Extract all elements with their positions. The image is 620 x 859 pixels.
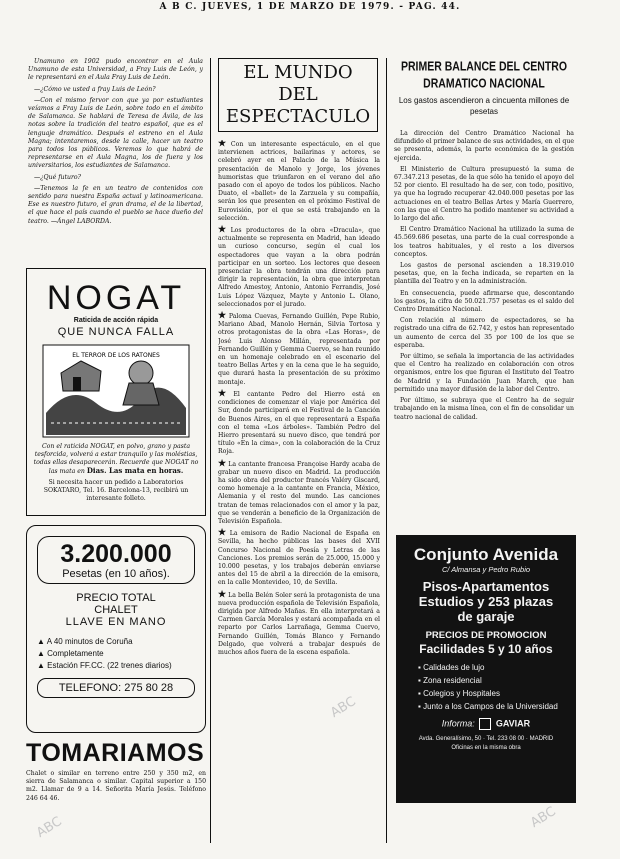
avenida-line-2: Estudios y 253 plazas	[418, 594, 554, 609]
news-item-1-text: Con un interesante espectáculo, en el que intervienen actrices, bailarinas y actores, se celebró ayer en el Palacio de la Música la presentación de Manolo y Jorge, los jóvenes humoristas que triunfaron en el verano del año pasado con el apoyo de todos los públicos. Nacho Duato, el «ballet» de la Zarzuela y su compañía, serán los que presenten en el próximo Festival de Eurovisión, por el que se está trabajando en la selección.	[218, 141, 380, 222]
avenida-subtitle: C/ Almansa y Pedro Rubio	[441, 565, 531, 574]
chalet-bullet-2	[37, 648, 205, 660]
avenida-feature-1	[418, 661, 576, 674]
news-item-3-text: Paloma Cuevas, Fernando Guillén, Pepe Rubio, Mariano Abad, Manolo Hernán, Silvia Tortosa y otros protagonistas de la obra «Las Horas», de José Luis Alonso Millán, representada por Fernando Guillén y Gemma Cuervo, se han reunido en un homenaje celebrado en el escenario del teatro Bellas Artes y en la cena que le ha seguido, que durará hasta la presentación de su próximo montaje.	[218, 313, 380, 386]
chalet-bullet-1	[37, 636, 205, 648]
star-icon: ★	[218, 458, 227, 469]
avenida-info-label: Informa:	[441, 718, 475, 729]
article-paragraph-5: En consecuencia, puede afirmarse que, descontando los gastos, la cifra de 50.021.757 pesetas es el saldo del Centro Dramático Nacional.	[394, 289, 574, 314]
page-header: A B C. JUEVES, 1 DE MARZO DE 1979. - PAG. 44.	[159, 2, 461, 12]
abc-watermark: ABC	[328, 694, 359, 721]
news-item-1	[218, 140, 380, 223]
nogat-tagline-1: Raticida de acción rápida	[73, 317, 159, 324]
avenida-feature-2	[418, 674, 576, 687]
chalet-phone: TELEFONO: 275 80 28	[37, 678, 195, 698]
star-icon: ★	[218, 311, 227, 322]
bullet-icon: ▲	[37, 661, 48, 670]
chalet-line-1: PRECIO TOTAL	[76, 592, 156, 604]
news-item-2-text: Los productores de la obra «Dracula», que actualmente se representa en Madrid, han ideado un curioso concurso, según el cual los espectadores que vayan a la obra podrán participar en un sorteo. Los lectores que deseen presenciar la obra tendrán una dirección para dirigir la representación, la obra que interpretan Alfredo Amestoy, Antonio, Antonio Ferrandis, José Luis López Vázquez, Mayte y Antonio L. Olano, seleccionados por el jurado.	[218, 227, 380, 308]
article-answer-2: —Tenemos la fe en un teatro de contenidos con sentido para nuestra España actual y latinoamericana. Ese es nuestro futuro, el gran drama, el de la libertad, el que hace el país cuando el pueblo se hace dueño del teatro. —Ángel LABORDA.	[28, 184, 203, 225]
conjunto-avenida-advertisement	[396, 535, 576, 803]
nogat-tagline-2: QUE NUNCA FALLA	[57, 326, 175, 338]
star-icon: ★	[218, 225, 229, 236]
avenida-feature-2-text: Zona residencial	[423, 676, 482, 685]
tomariamos-title: TOMARIAMOS	[26, 739, 205, 767]
news-item-7-text: La bella Belén Soler será la protagonista de una nueva producción española de Televisión Española, dirigida por Alfredo Mañas. En ella interpretará a Carmen García Morales y estará acompañada en el reparto por Carlos Larrañaga, Gemma Cuervo, Fernando Guillén, Tomás Blanco y Fernando Delgado, que volverá a trabajar después de muchos años fuera de la escena española.	[218, 591, 380, 656]
chalet-line-3: LLAVE EN MANO	[65, 616, 167, 628]
column-divider-2	[386, 58, 387, 843]
avenida-line-1: Pisos-Apartamentos	[422, 579, 550, 594]
avenida-address-2: Oficinas en la misma obra	[451, 745, 521, 751]
avenida-feature-3-text: Colegios y Hospitales	[423, 689, 500, 698]
abc-watermark: ABC	[528, 804, 559, 831]
nogat-illustration	[41, 343, 191, 439]
nogat-body	[27, 439, 205, 503]
chalet-bullet-1-text: A 40 minutos de Coruña	[46, 637, 133, 646]
star-icon: ★	[218, 528, 228, 539]
avenida-feature-1-text: Calidades de lujo	[423, 663, 485, 672]
chalet-advertisement	[26, 525, 206, 733]
avenida-company: GAVIAR	[495, 718, 531, 729]
article-question-2: —¿Qué futuro?	[34, 173, 81, 181]
article-title-1: PRIMER BALANCE DEL CENTRO	[400, 59, 568, 75]
article-intro: Unamuno en 1902 pudo encontrar en el Aula Unamuno de esta Universidad, a Fray Luis de León, y le representará en el Aula Fray Luis de León.	[28, 58, 203, 82]
article-paragraph-8: Por último, se subraya que el Centro ha de seguir trabajando en la misma línea, con el fin de consolidar un teatro nacional de calidad.	[394, 397, 574, 421]
chalet-price-box	[37, 536, 195, 584]
star-icon: ★	[218, 140, 229, 149]
avenida-feature-3	[418, 687, 576, 700]
column-divider-1	[210, 58, 211, 843]
banner-line-2: DEL	[278, 84, 318, 105]
avenida-feature-4	[418, 700, 576, 713]
avenida-features	[396, 661, 576, 713]
article-paragraph-4: Los gastos de personal ascienden a 18.319.010 pesetas, que, en la fecha indicada, se reparten en la plantilla del Teatro y en la administración.	[394, 262, 574, 286]
article-paragraph-2: El Ministerio de Cultura presupuestó la suma de 67.347.213 pesetas, de la que sólo ha tenido el apoyo del 52 por ciento. El resultado ha de ser, con todo, positivo, ya que ha logrado recuperar 42.040.000 pesetas por las actuaciones en el teatro Bellas Artes y María Guerrero, con las que el Centro ha podido mantener su actividad a lo largo del año.	[394, 165, 574, 223]
article-subtitle: Los gastos ascendieron a cincuenta millones de pesetas	[398, 96, 570, 116]
avenida-feature-4-text: Junto a los Campos de la Universidad	[423, 702, 558, 711]
article-question-1: —¿Cómo ve usted a fray Luis de León?	[34, 85, 156, 93]
news-item-6	[218, 529, 380, 587]
news-item-5	[218, 460, 380, 527]
nogat-body-2: Si necesita hacer un pedido a Laboratorios SOKATARO, Tel. 16. Barcelona-13, recibirá un interesante folleto.	[43, 479, 189, 502]
news-item-3	[218, 312, 380, 387]
avenida-promo-2: Facilidades 5 y 10 años	[419, 642, 553, 656]
chalet-line-2: CHALET	[94, 604, 138, 616]
chalet-price: 3.200.000	[60, 540, 172, 568]
check-icon: ▪	[418, 689, 424, 698]
avenida-title: Conjunto Avenida	[413, 545, 559, 564]
chalet-bullet-2-text: Completamente	[47, 649, 104, 658]
avenida-address: Avda. Generalísimo, 50 · Tel. 233 08 00 · MADRID	[418, 736, 554, 742]
nogat-days: Dias. Las mata en horas.	[86, 466, 184, 475]
nogat-body-1: Con el raticida NOGAT, en polvo, grano y pasta tesforcida, volverá a estar tranquilo y las moléstias, todas ellas desaparecerán. Recuerde que NOGAT no las mata en	[33, 443, 199, 475]
banner-line-3: ESPECTACULO	[225, 106, 371, 127]
article-paragraph-3: El Centro Dramático Nacional ha utilizado la suma de 45.569.686 pesetas, una parte de la cual corresponde a los teatros habituales, y el resto a los diversos conceptos.	[394, 226, 574, 258]
news-item-5-text: La cantante francesa Françoise Hardy acaba de grabar un nuevo disco en Madrid. La producción ha sido obra del productor francés Valéry Giscard, como homenaje a la cantante en Francia, México, Alemania y el resto del mundo. Las canciones tratan de temas relacionados con el amor y la paz, que se venderán a beneficio de la Organización de Televisión Española.	[218, 460, 380, 525]
left-column-article	[28, 58, 203, 258]
avenida-promo-1: PRECIOS DE PROMOCION	[425, 630, 547, 641]
news-item-4	[218, 390, 380, 457]
right-column-text	[394, 130, 574, 520]
mid-column-news	[218, 140, 380, 843]
company-logo-icon	[479, 718, 491, 730]
check-icon: ▪	[418, 663, 424, 672]
mundo-espectaculo-banner	[218, 58, 378, 132]
bullet-icon: ▲	[37, 637, 47, 646]
chalet-terms: Pesetas (en 10 años).	[62, 568, 170, 580]
chalet-bullets	[37, 636, 205, 672]
article-paragraph-1: La dirección del Centro Dramático Nacional ha difundido el primer balance de sus actividades, en el que se presenta, además, la parte económica de la gestión ejercida.	[394, 130, 574, 162]
star-icon: ★	[218, 388, 232, 399]
abc-watermark: ABC	[34, 814, 65, 841]
news-item-7	[218, 591, 380, 658]
nogat-brand: NOGAT	[46, 279, 186, 317]
banner-line-1: EL MUNDO	[243, 62, 353, 83]
avenida-line-3: de garaje	[457, 609, 515, 624]
chalet-bullet-3	[37, 660, 205, 672]
avenida-informa	[396, 718, 576, 730]
centro-dramatico-article	[394, 58, 574, 117]
star-icon: ★	[218, 589, 227, 600]
article-answer-1: —Con el mismo fervor con que ya por estudiantes veíamos a Fray Luis de León, sobre todo en el ámbito de Salamanca. Se hablará de Teresa de Ávila, de las notas sobre la tradición del teatro español, que es el lenguaje dramático. Después el estreno en el Aula Magna; intentaremos, desde la calle, hacer un teatro para todos los públicos. Veremos lo que habrá de representarse en el Aula Magna, los de fuera y los universitarios, los estudiantes de Salamanca.	[28, 96, 203, 170]
article-title-2: DRAMATICO NACIONAL	[423, 76, 545, 92]
news-item-6-text: La emisora de Radio Nacional de España en Sevilla, ha hecho públicas las bases del XVII Concurso Nacional de Poesía y Letras de las Canciones. Los premios serán de 25.000, 15.000 y 10.000 pesetas, y los trabajos deberán enviarse antes del 15 de abril a la dirección de la emisora, en la calle Montevideo, 10, de Sevilla.	[218, 530, 380, 587]
news-item-4-text: El cantante Pedro del Hierro está en condiciones de comenzar el viaje por América del Sur, donde participará en el Festival de la Canción de Buenos Aires, en el que representará a España con el tema «Los árboles». También Pedro del Hierro presentará su nuevo disco, que tendrá por título «En la cima», con la colaboración de la Cruz Roja.	[218, 390, 380, 456]
bullet-icon: ▲	[37, 649, 48, 658]
nogat-advertisement	[26, 268, 206, 516]
svg-text:EL TERROR DE LOS RATONES: EL TERROR DE LOS RATONES	[72, 352, 160, 359]
article-paragraph-7: Por último, se señala la importancia de las actividades que el Centro ha realizado en colaboración con otros organismos, entre los que figuran el Instituto del Teatro de Madrid y la Fundación Juan March, que han permitido una mayor difusión de la labor del Centro.	[394, 353, 574, 393]
check-icon: ▪	[418, 676, 424, 685]
check-icon: ▪	[418, 702, 424, 711]
tomariamos-body: Chalet o similar en terreno entre 250 y 350 m2, en sierra de Salamanca o similar. Capital superior a 150 m2. Llamar de 9 a 14. Señorita María Jesús. Teléfono 246 64 46.	[26, 770, 206, 802]
news-item-2	[218, 226, 380, 309]
chalet-bullet-3-text: Estación FF.CC. (22 trenes diarios)	[47, 661, 172, 670]
article-paragraph-6: Con relación al número de espectadores, se ha registrado una cifra de 62.742, y estos han representado un aumento de cerca del 35 por 100 de los que se esperaba.	[394, 317, 574, 349]
